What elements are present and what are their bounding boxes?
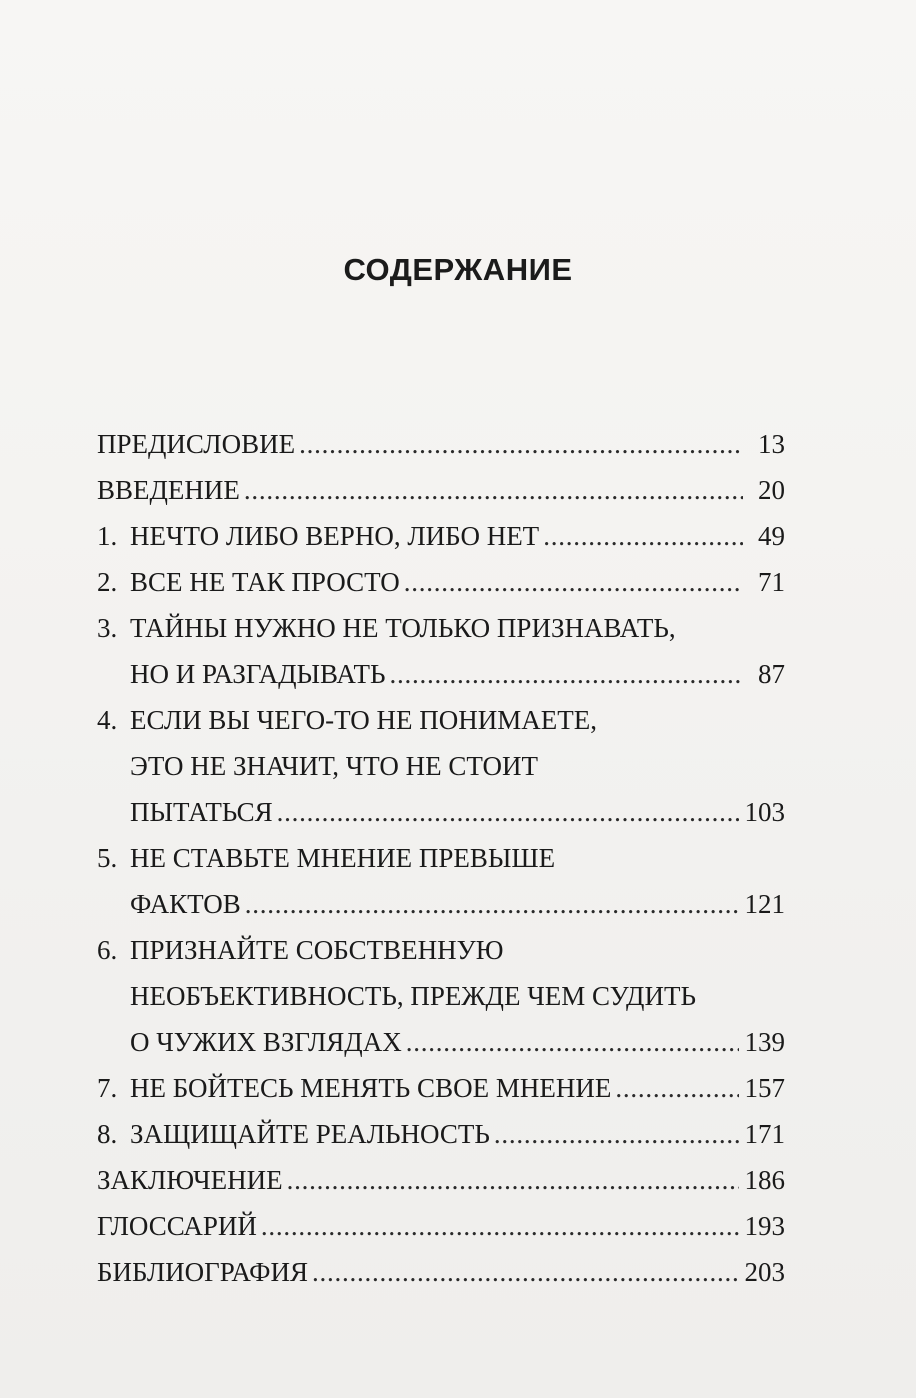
toc-page-number: 193 [744,1211,785,1241]
page-title: СОДЕРЖАНИЕ [343,252,573,287]
chapter-number: 2. [97,567,118,597]
toc-entry-chapter-4-cont [97,743,785,789]
toc-entry-title: ЕСЛИ ВЫ ЧЕГО-ТО НЕ ПОНИМАЕТЕ, [130,705,598,735]
dot-leader [494,1111,739,1157]
toc-entry-chapter-8 [97,1111,785,1157]
toc-entry-chapter-5-cont [97,881,785,927]
dot-leader [312,1249,739,1295]
toc-entry-title: НЕЧТО ЛИБО ВЕРНО, ЛИБО НЕТ [130,521,540,551]
chapter-number: 5. [97,843,118,873]
dot-leader [615,1065,738,1111]
chapter-number: 7. [97,1073,118,1103]
toc-entry-title: ТАЙНЫ НУЖНО НЕ ТОЛЬКО ПРИЗНАВАТЬ, [130,613,676,643]
dot-leader [389,651,743,697]
chapter-number: 8. [97,1119,118,1149]
toc-entry-title: ЭТО НЕ ЗНАЧИТ, ЧТО НЕ СТОИТ [130,751,539,781]
toc-entry-chapter-4-cont [97,789,785,835]
toc-entry-chapter-6 [97,927,785,973]
toc-entry-preface [97,421,785,467]
toc-page-number: 103 [744,797,785,827]
toc-entry-title: НО И РАЗГАДЫВАТЬ [130,659,386,689]
dot-leader [287,1157,739,1203]
dot-leader [406,1019,739,1065]
toc-entry-title: ВСЕ НЕ ТАК ПРОСТО [130,567,400,597]
chapter-number: 3. [97,613,118,643]
toc-page-number: 157 [744,1073,785,1103]
toc-entry-title: ПРИЗНАЙТЕ СОБСТВЕННУЮ [130,935,504,965]
toc-entry-title: О ЧУЖИХ ВЗГЛЯДАХ [130,1027,402,1057]
toc-page-number: 20 [758,475,785,505]
table-of-contents [97,421,785,1295]
toc-page-number: 87 [758,659,785,689]
toc-entry-chapter-1 [97,513,785,559]
chapter-number: 6. [97,935,118,965]
toc-entry-chapter-3-cont [97,651,785,697]
toc-page-number: 186 [744,1165,785,1195]
dot-leader [245,881,739,927]
dot-leader [244,467,743,513]
toc-entry-chapter-4 [97,697,785,743]
toc-entry-conclusion [97,1157,785,1203]
dot-leader [543,513,743,559]
chapter-number: 4. [97,705,118,735]
toc-page-number: 139 [744,1027,785,1057]
toc-page-number: 49 [758,521,785,551]
dot-leader [277,789,739,835]
toc-entry-title: НЕОБЪЕКТИВНОСТЬ, ПРЕЖДЕ ЧЕМ СУДИТЬ [130,981,696,1011]
chapter-number: 1. [97,521,118,551]
toc-entry-bibliography [97,1249,785,1295]
toc-entry-chapter-7 [97,1065,785,1111]
toc-page-number: 121 [744,889,785,919]
toc-entry-title: ЗАЩИЩАЙТЕ РЕАЛЬНОСТЬ [130,1119,490,1149]
toc-entry-chapter-3 [97,605,785,651]
toc-entry-title: НЕ СТАВЬТЕ МНЕНИЕ ПРЕВЫШЕ [130,843,556,873]
toc-entry-chapter-5 [97,835,785,881]
toc-entry-title: ПЫТАТЬСЯ [130,797,273,827]
dot-leader [299,421,743,467]
toc-page-number: 71 [758,567,785,597]
toc-page-number: 203 [744,1257,785,1287]
toc-entry-title: ЗАКЛЮЧЕНИЕ [97,1165,283,1195]
toc-page-number: 13 [758,429,785,459]
toc-entry-title: ВВЕДЕНИЕ [97,475,240,505]
toc-entry-glossary [97,1203,785,1249]
toc-entry-title: ФАКТОВ [130,889,241,919]
toc-entry-chapter-6-cont [97,973,785,1019]
toc-entry-introduction [97,467,785,513]
dot-leader [261,1203,739,1249]
toc-entry-chapter-2 [97,559,785,605]
toc-entry-title: БИБЛИОГРАФИЯ [97,1257,308,1287]
toc-entry-title: ГЛОССАРИЙ [97,1211,257,1241]
toc-entry-title: ПРЕДИСЛОВИЕ [97,429,296,459]
toc-entry-chapter-6-cont [97,1019,785,1065]
toc-page-number: 171 [744,1119,785,1149]
toc-entry-title: НЕ БОЙТЕСЬ МЕНЯТЬ СВОЕ МНЕНИЕ [130,1073,612,1103]
dot-leader [404,559,743,605]
